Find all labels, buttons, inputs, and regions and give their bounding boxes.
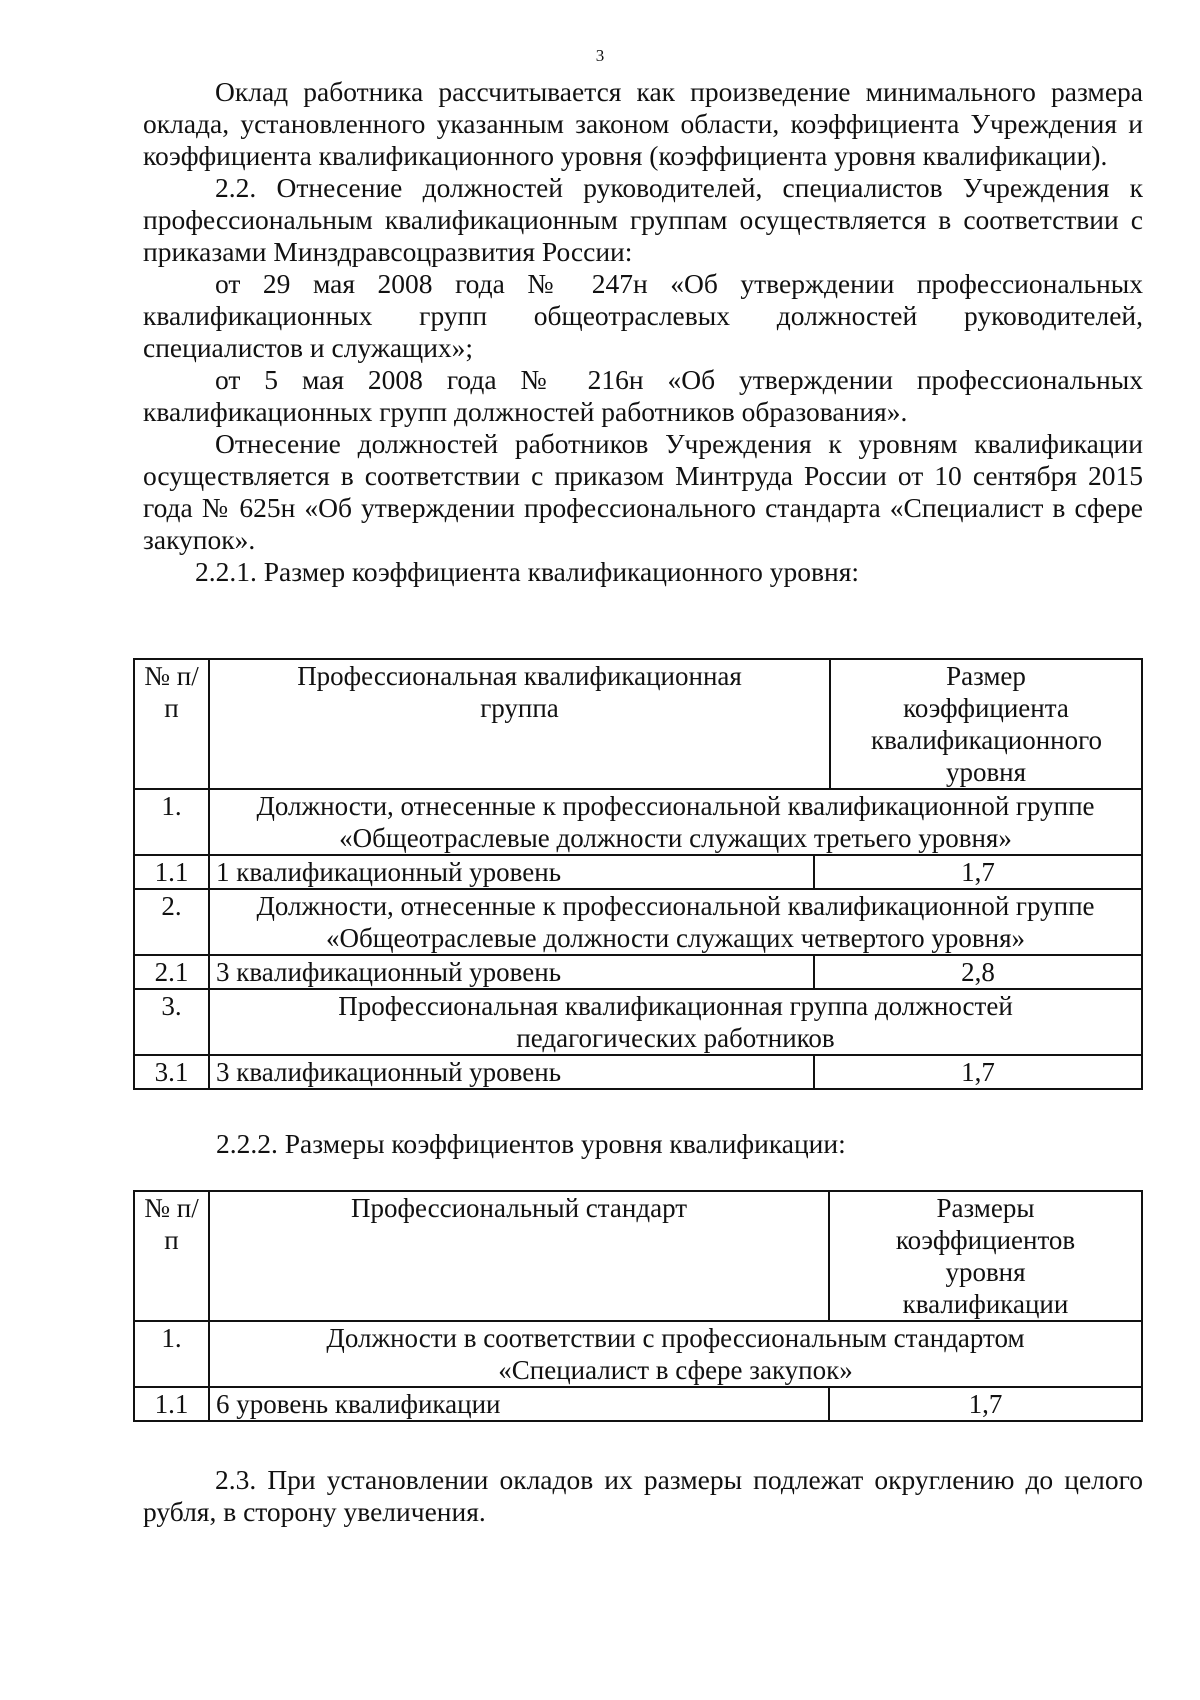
qualification-group-coefficient-table	[133, 658, 1143, 1090]
row-standard-title: Должности в соответствии с профессиональным стандартом «Специалист в сфере закупок»	[209, 1321, 1142, 1387]
row-number: 1.1	[134, 855, 209, 889]
paragraph-order-247n: от 29 мая 2008 года № 247н «Об утверждении профессиональных квалификационных групп общеотраслевых должностей руководителей, специалистов и служащих»;	[143, 268, 1143, 363]
page-number: 3	[595, 46, 605, 65]
paragraph-2-3: 2.3. При установлении окладов их размеры подлежат округлению до целого рубля, в сторону увеличения.	[143, 1464, 1143, 1527]
row-level: 6 уровень квалификации	[209, 1387, 829, 1421]
row-level: 3 квалификационный уровень	[209, 1055, 814, 1089]
row-group-title: Должности, отнесенные к профессиональной квалификационной группе «Общеотраслевые должности служащих третьего уровня»	[209, 789, 1142, 855]
row-number: 1.	[134, 1321, 209, 1387]
row-coefficient-value: 1,7	[814, 1055, 1142, 1089]
row-number: 3.	[134, 989, 209, 1055]
row-number: 2.1	[134, 955, 209, 989]
row-coefficient-value: 1,7	[814, 855, 1142, 889]
table-row	[134, 989, 1142, 1055]
header-standard: Профессиональный стандарт	[209, 1191, 829, 1321]
table-row	[134, 855, 1142, 889]
caption-2-2-2: 2.2.2. Размеры коэффициентов уровня квалификации:	[216, 1128, 846, 1159]
table-row	[134, 955, 1142, 989]
row-level: 1 квалификационный уровень	[209, 855, 814, 889]
row-number: 3.1	[134, 1055, 209, 1089]
row-coefficient-value: 1,7	[829, 1387, 1142, 1421]
row-number: 1.1	[134, 1387, 209, 1421]
table-row	[134, 1321, 1142, 1387]
header-group: Профессиональная квалификационная группа	[209, 659, 830, 789]
row-number: 1.	[134, 789, 209, 855]
table-row	[134, 789, 1142, 855]
table-row	[134, 1387, 1142, 1421]
table-row	[134, 889, 1142, 955]
body-text-bottom	[143, 1464, 1143, 1528]
header-number: № п/п	[134, 659, 209, 789]
header-number: № п/п	[134, 1191, 209, 1321]
paragraph-order-216n: от 5 мая 2008 года № 216н «Об утверждении профессиональных квалификационных групп должностей работников образования».	[143, 364, 1143, 427]
table-row	[134, 1055, 1142, 1089]
table-header-row	[134, 659, 1142, 789]
row-coefficient-value: 2,8	[814, 955, 1142, 989]
row-group-title: Должности, отнесенные к профессиональной квалификационной группе «Общеотраслевые должности служащих четвертого уровня»	[209, 889, 1142, 955]
table-header-row	[134, 1191, 1142, 1321]
header-coefficients: Размеры коэффициентов уровня квалификации	[829, 1191, 1142, 1321]
paragraph-order-625n: Отнесение должностей работников Учреждения к уровням квалификации осуществляется в соответствии с приказом Минтруда России от 10 сентября 2015 года № 625н «Об утверждении профессионального стандарта «Специалист в сфере закупок».	[143, 428, 1143, 555]
caption-2-2-1: 2.2.1. Размер коэффициента квалификационного уровня:	[195, 556, 860, 587]
body-text-top	[143, 76, 1143, 588]
row-number: 2.	[134, 889, 209, 955]
qualification-level-coefficient-table	[133, 1190, 1143, 1422]
paragraph-2-2: 2.2. Отнесение должностей руководителей, специалистов Учреждения к профессиональным квалификационным группам осуществляется в соответствии с приказами Минздравсоцразвития России:	[143, 172, 1143, 267]
row-level: 3 квалификационный уровень	[209, 955, 814, 989]
row-group-title: Профессиональная квалификационная группа должностей педагогических работников	[209, 989, 1142, 1055]
paragraph-salary-formula: Оклад работника рассчитывается как произведение минимального размера оклада, установленного указанным законом области, коэффициента Учреждения и коэффициента квалификационного уровня (коэффициента уровня квалификации).	[143, 76, 1143, 171]
header-coefficient: Размер коэффициента квалификационного уровня	[830, 659, 1142, 789]
